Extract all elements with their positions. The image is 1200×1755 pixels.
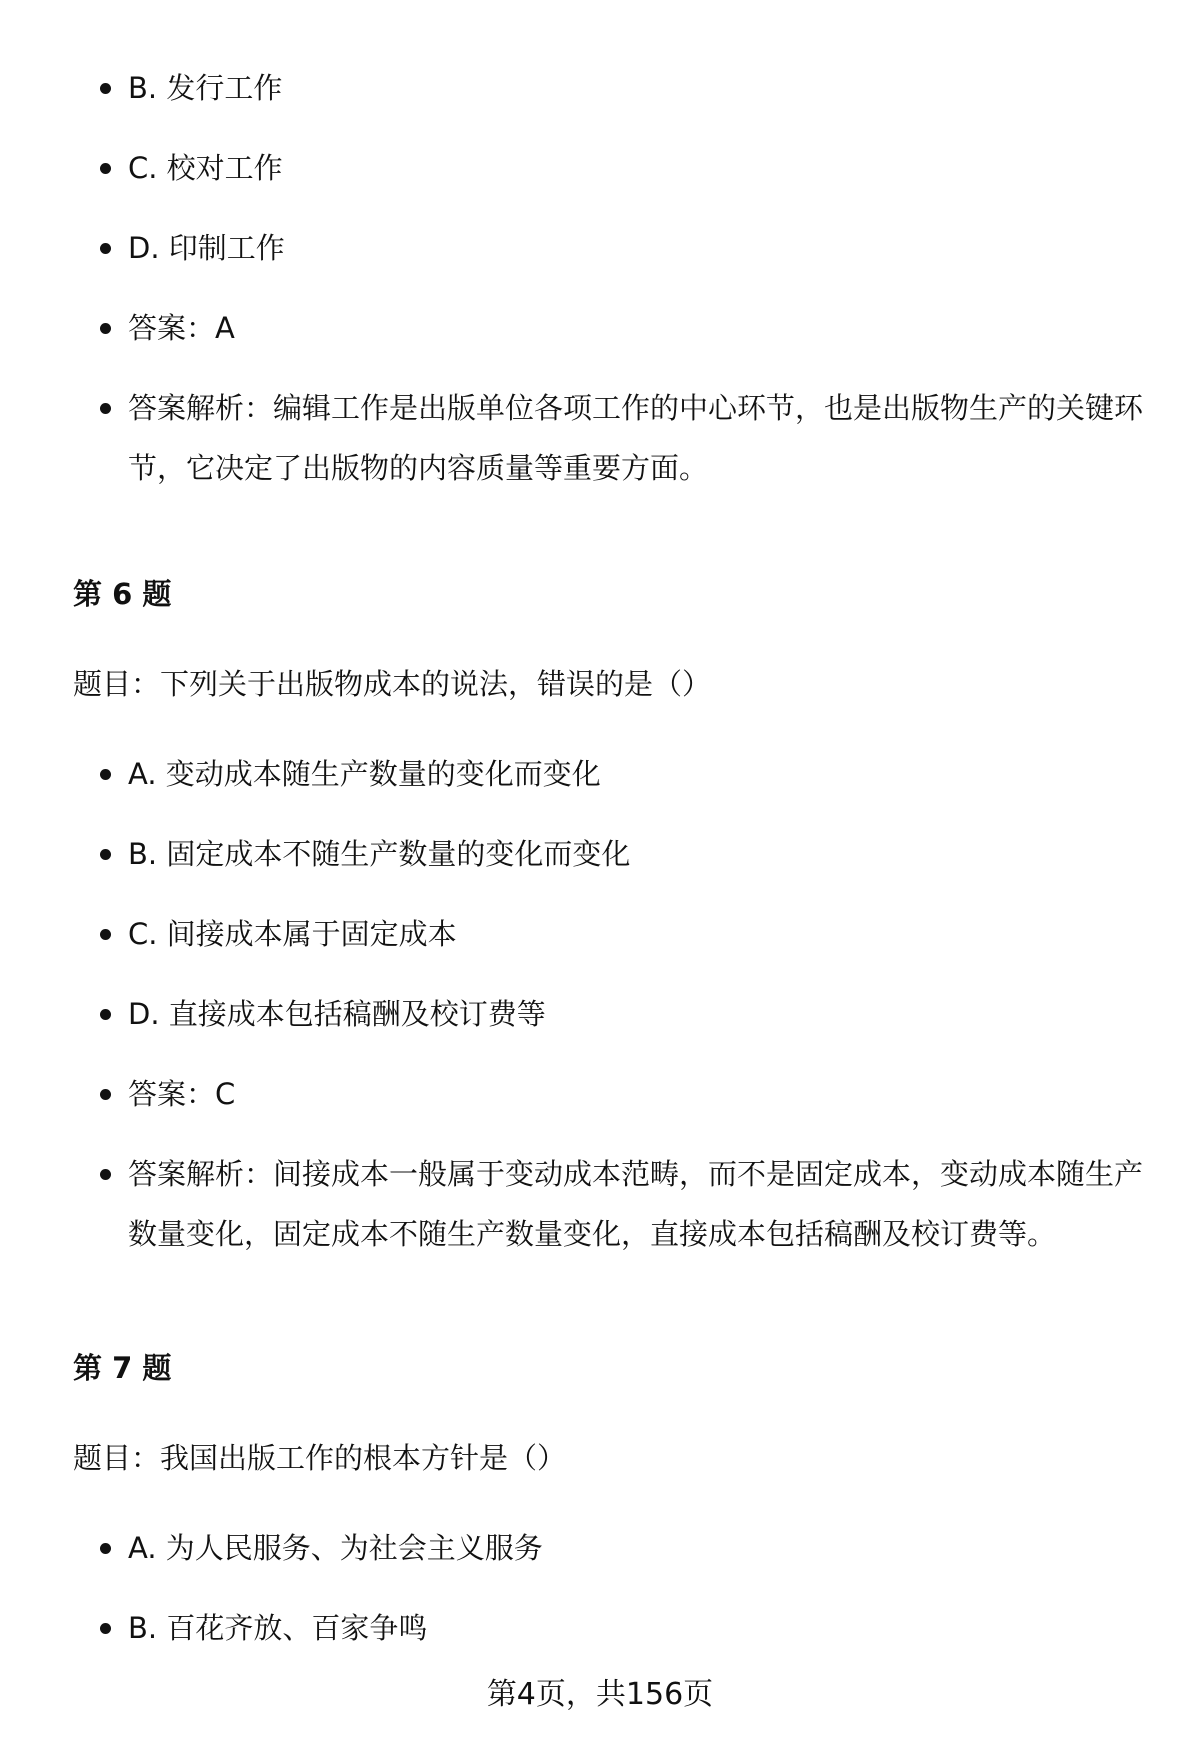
- bullet-icon: [100, 163, 111, 174]
- list-item: [128, 1518, 1143, 1578]
- bullet-icon: [100, 1543, 111, 1554]
- bullet-icon: [100, 929, 111, 940]
- list-item: [128, 1144, 1143, 1264]
- bullet-icon: [100, 1089, 111, 1100]
- bullet-icon: [100, 1623, 111, 1634]
- list-item: [128, 298, 1143, 358]
- answer-text: 答案：C: [128, 1077, 236, 1111]
- list-item: [128, 218, 1143, 278]
- list-item: [128, 58, 1143, 118]
- option-text: A. 为人民服务、为社会主义服务: [128, 1531, 543, 1565]
- list-item: [128, 138, 1143, 198]
- question-text: 题目：我国出版工作的根本方针是（）: [73, 1441, 567, 1475]
- option-text: B. 百花齐放、百家争鸣: [128, 1611, 428, 1645]
- list-item: [128, 904, 1143, 964]
- option-text: B. 固定成本不随生产数量的变化而变化: [128, 837, 631, 871]
- bullet-icon: [100, 1169, 111, 1180]
- bullet-icon: [100, 769, 111, 780]
- analysis-text: 答案解析：间接成本一般属于变动成本范畴，而不是固定成本，变动成本随生产数量变化，固定成本不随生产数量变化，直接成本包括稿酬及校订费等。: [128, 1157, 1144, 1251]
- option-text: D. 印制工作: [128, 231, 285, 265]
- page-number: 第4页，共156页: [486, 1677, 714, 1712]
- analysis-text: 答案解析：编辑工作是出版单位各项工作的中心环节，也是出版物生产的关键环节，它决定了出版物的内容质量等重要方面。: [128, 391, 1144, 485]
- list-item: [128, 1064, 1143, 1124]
- list-item: [128, 378, 1143, 498]
- bullet-icon: [100, 323, 111, 334]
- answer-text: 答案：A: [128, 311, 235, 345]
- question-heading: 第 6 题: [73, 577, 172, 611]
- option-text: D. 直接成本包括稿酬及校订费等: [128, 997, 546, 1031]
- bullet-icon: [100, 83, 111, 94]
- option-text: C. 间接成本属于固定成本: [128, 917, 457, 951]
- bullet-icon: [100, 849, 111, 860]
- option-text: A. 变动成本随生产数量的变化而变化: [128, 757, 601, 791]
- question-heading: 第 7 题: [73, 1351, 172, 1385]
- bullet-icon: [100, 1009, 111, 1020]
- bullet-icon: [100, 403, 111, 414]
- question-text: 题目：下列关于出版物成本的说法，错误的是（）: [73, 667, 712, 701]
- list-item: [128, 824, 1143, 884]
- option-text: B. 发行工作: [128, 71, 283, 105]
- list-item: [128, 984, 1143, 1044]
- bullet-icon: [100, 243, 111, 254]
- list-item: [128, 744, 1143, 804]
- list-item: [128, 1598, 1143, 1658]
- option-text: C. 校对工作: [128, 151, 283, 185]
